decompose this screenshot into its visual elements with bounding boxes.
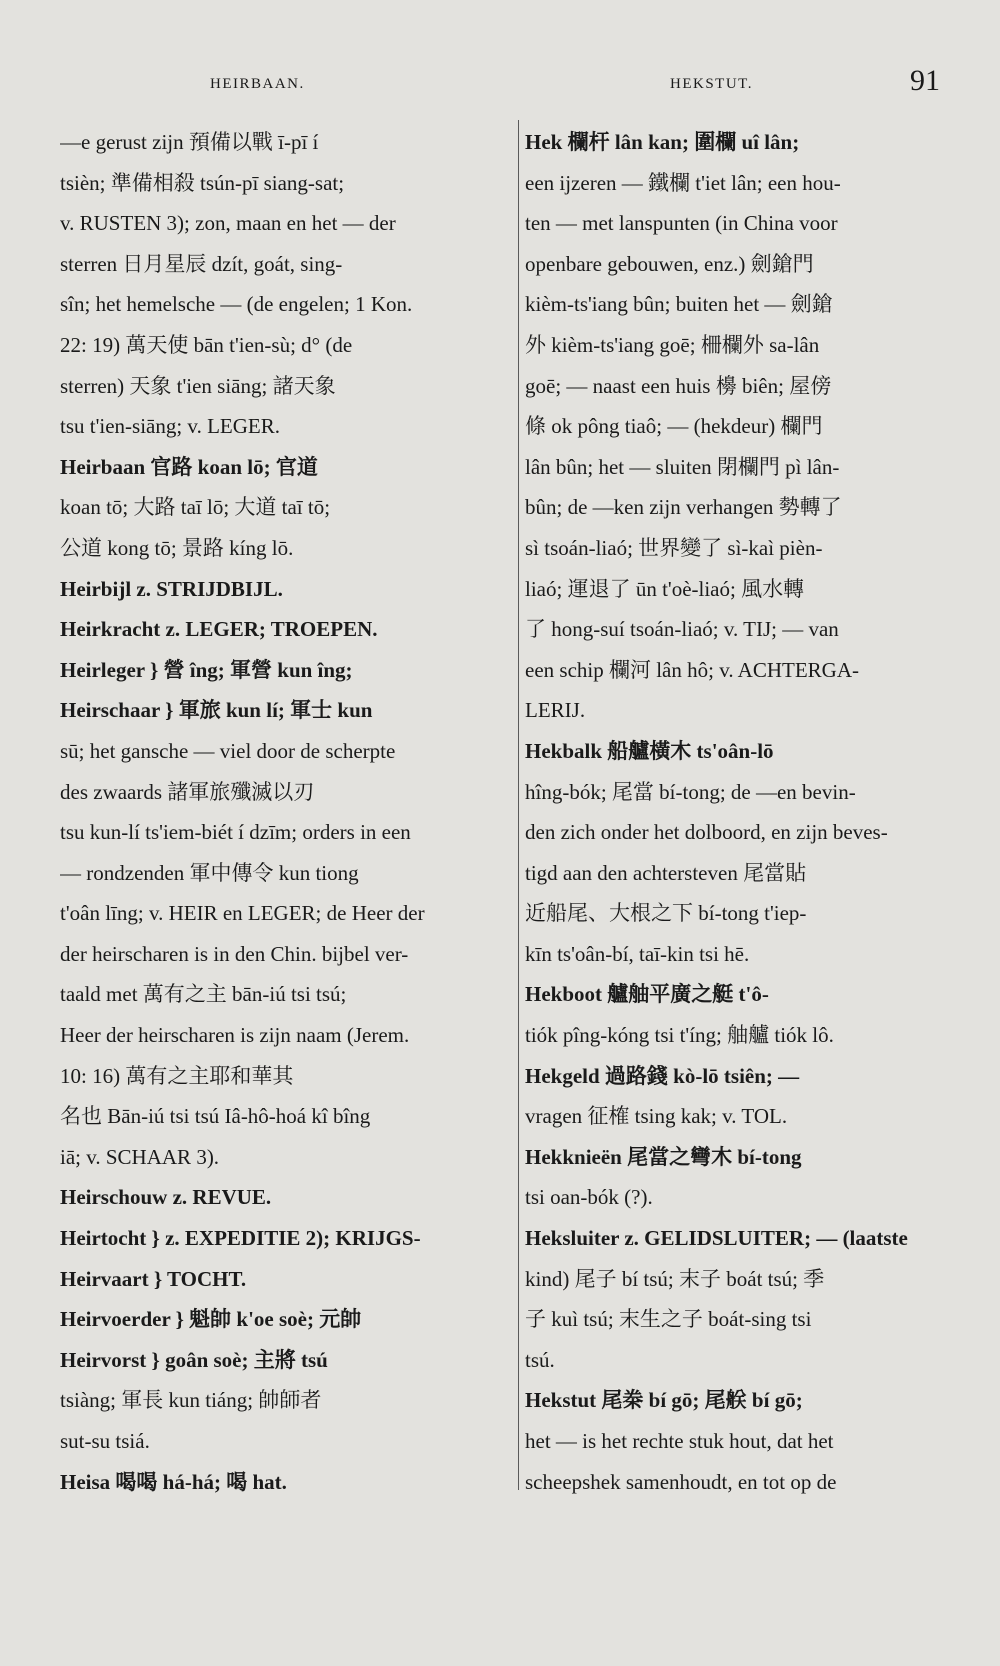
text-line: 近船尾、大根之下 bí-tong t'iep- (525, 901, 807, 926)
column-divider (518, 120, 519, 1490)
text-line: tsú. (525, 1347, 555, 1372)
text-line: Heirleger } 營 îng; 軍營 kun îng; (60, 657, 353, 682)
text-line: scheepshek samenhoudt, en tot op de (525, 1469, 837, 1494)
left-running-title: HEIRBAAN. (210, 76, 305, 92)
text-line: 了 hong-suí tsoán-liaó; v. TIJ; — van (525, 617, 839, 642)
text-line: 名也 Bān-iú tsi tsú Iâ-hô-hoá kî bîng (60, 1104, 371, 1129)
page-number: 91 (910, 64, 940, 97)
text-line: goē; — naast een huis 櫋 biên; 屋傍 (525, 373, 832, 398)
text-line: Heirschouw z. REVUE. (60, 1185, 272, 1210)
right-column (525, 122, 965, 1502)
text-line: Heirtocht } z. EXPEDITIE 2); KRIJGS- (60, 1226, 421, 1251)
text-line: iā; v. SCHAAR 3). (60, 1144, 220, 1169)
text-line: 10: 16) 萬有之主耶和華其 (60, 1063, 294, 1088)
text-line: Heirvoerder } 魁帥 k'oe soè; 元帥 (60, 1307, 362, 1332)
text-line: een ijzeren — 鐵欄 t'iet lân; een hou- (525, 170, 841, 195)
text-line: Heisa 喝喝 há-há; 喝 hat. (60, 1469, 287, 1494)
text-line: het — is het rechte stuk hout, dat het (525, 1429, 834, 1453)
left-column (60, 122, 510, 1502)
text-line: kièm-ts'iang bûn; buiten het — 劍鎗 (525, 292, 833, 317)
text-line: Hekbalk 船艫橫木 ts'oân-lō (525, 738, 774, 763)
text-line: Hekstut 尾桊 bí gō; 尾𦨶 bí gō; (525, 1388, 803, 1413)
text-line: tsu kun-lí ts'iem-biét í dzīm; orders in een (60, 820, 411, 845)
text-line: tsièn; 準備相殺 tsún-pī siang-sat; (60, 170, 345, 195)
text-line: Hek 欄杆 lân kan; 圍欄 uî lân; (525, 130, 800, 154)
text-line: ten — met lanspunten (in China voor (525, 211, 838, 236)
text-line: sterren) 天象 t'ien siāng; 諸天象 (60, 373, 336, 398)
text-line: tsi oan-bók (?). (525, 1185, 653, 1210)
text-line: tigd aan den achtersteven 尾當貼 (525, 860, 807, 885)
text-line: Hekboot 艫舳平廣之艇 t'ô- (525, 982, 769, 1007)
text-line: Heer der heirscharen is zijn naam (Jerem. (60, 1023, 410, 1048)
text-line: hîng-bók; 尾當 bí-tong; de —en bevin- (525, 779, 856, 804)
text-line: bûn; de —ken zijn verhangen 勢轉了 (525, 495, 842, 520)
text-line: kind) 尾子 bí tsú; 末子 boát tsú; 季 (525, 1266, 825, 1291)
text-line: — rondzenden 軍中傳令 kun tiong (60, 860, 359, 885)
text-line: der heirscharen is in den Chin. bijbel ver- (60, 941, 409, 966)
text-line: tsu t'ien-siāng; v. LEGER. (60, 414, 280, 439)
text-line: koan tō; 大路 taī lō; 大道 taī tō; (60, 495, 331, 520)
text-line: LERIJ. (525, 698, 586, 723)
text-line: t'oân līng; v. HEIR en LEGER; de Heer der (60, 901, 425, 926)
text-line: 條 ok pông tiaô; — (hekdeur) 欄門 (525, 414, 823, 439)
text-line: Heirkracht z. LEGER; TROEPEN. (60, 617, 378, 642)
text-line: sū; het gansche — viel door de scherpte (60, 738, 396, 763)
text-line: Heksluiter z. GELIDSLUITER; — (laatste (525, 1226, 908, 1251)
text-line: den zich onder het dolboord, en zijn beves- (525, 820, 888, 845)
text-line: lân bûn; het — sluiten 閉欄門 pì lân- (525, 454, 840, 479)
text-line: 子 kuì tsú; 末生之子 boát-sing tsi (525, 1307, 812, 1332)
text-line: v. RUSTEN 3); zon, maan en het — der (60, 211, 396, 236)
text-line: 22: 19) 萬天使 bān t'ien-sù; d° (de (60, 332, 353, 357)
text-line: openbare gebouwen, enz.) 劍鎗門 (525, 251, 814, 276)
text-line: taald met 萬有之主 bān-iú tsi tsú; (60, 982, 347, 1007)
text-line: Heirbijl z. STRIJDBIJL. (60, 576, 283, 601)
running-head (60, 64, 940, 104)
text-line: liaó; 運退了 ūn t'oè-liaó; 風水轉 (525, 576, 805, 601)
text-line: tiók pîng-kóng tsi t'íng; 舳艫 tiók lô. (525, 1023, 834, 1048)
text-line: sut-su tsiá. (60, 1429, 150, 1453)
text-line: 外 kièm-ts'iang goē; 柵欄外 sa-lân (525, 332, 820, 357)
text-line: Hekgeld 過路錢 kò-lō tsiên; — (525, 1063, 800, 1088)
text-line: —e gerust zijn 預備以戰 ī-pī í (60, 130, 319, 154)
text-line: kīn ts'oân-bí, taī-kin tsi hē. (525, 941, 750, 966)
text-line: tsiàng; 軍長 kun tiáng; 帥師者 (60, 1388, 322, 1413)
text-line: Heirvaart } TOCHT. (60, 1266, 247, 1291)
text-line: Hekknieën 尾當之彎木 bí-tong (525, 1144, 802, 1169)
text-line: vragen 征榷 tsing kak; v. TOL. (525, 1104, 788, 1129)
text-line: Heirvorst } goân soè; 主將 tsú (60, 1347, 328, 1372)
text-line: sterren 日月星辰 dzít, goát, sing- (60, 251, 343, 276)
text-line: 公道 kong tō; 景路 kíng lō. (60, 535, 294, 560)
text-line: des zwaards 諸軍旅殲滅以刃 (60, 779, 315, 804)
text-line: Heirschaar } 軍旅 kun lí; 軍士 kun (60, 698, 373, 723)
text-line: een schip 欄河 lân hô; v. ACHTERGA- (525, 657, 860, 682)
text-line: Heirbaan 官路 koan lō; 官道 (60, 454, 318, 479)
right-running-title: HEKSTUT. (670, 76, 753, 92)
text-line: sîn; het hemelsche — (de engelen; 1 Kon. (60, 292, 413, 317)
text-line: sì tsoán-liaó; 世界變了 sì-kaì pièn- (525, 535, 823, 560)
